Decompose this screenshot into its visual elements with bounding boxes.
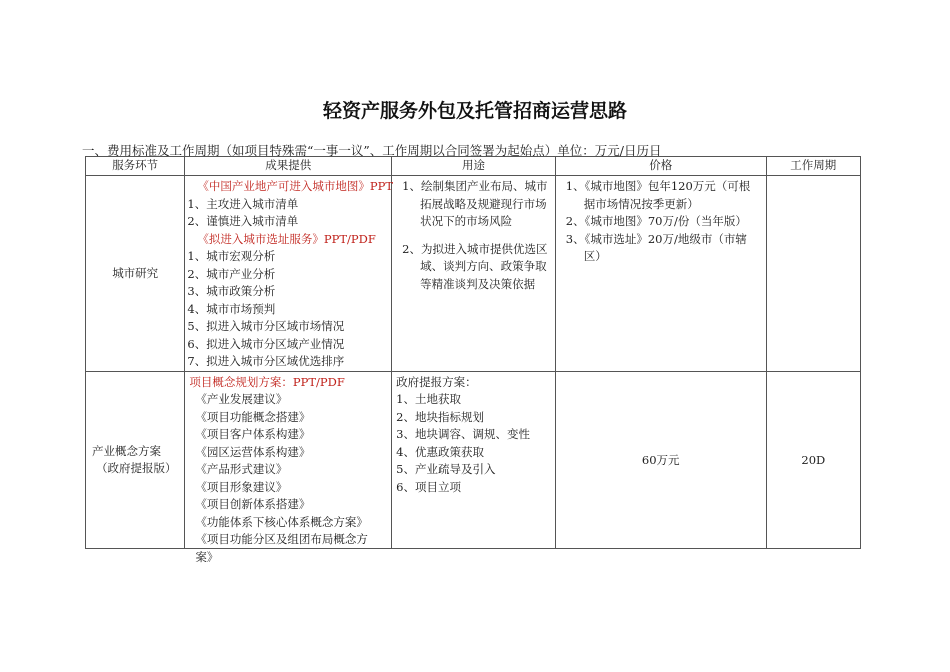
- deliverable-item: 5、拟进入城市分区域市场情况: [187, 319, 345, 333]
- deliverables-cell: [185, 176, 392, 372]
- header-work-period: 工作周期: [766, 157, 860, 176]
- period-value: 20D: [801, 452, 826, 467]
- usage-cell: [392, 176, 556, 372]
- usage-item: 6、项目立项: [396, 479, 461, 494]
- deliverable-item: 6、拟进入城市分区域产业情况: [187, 336, 345, 351]
- price-item: 1、《城市地图》包年120万元（可根据市场情况按季更新）: [565, 179, 751, 211]
- price-item: 3、《城市选址》20万/地级市（市辖区）: [565, 231, 747, 263]
- deliverable-item: 1、主攻进入城市清单: [187, 196, 299, 211]
- price-cell: [555, 176, 766, 372]
- row-category: [86, 371, 185, 548]
- document-title: 轻资产服务外包及托管招商运营思路: [322, 100, 627, 122]
- deliverable-item: 4、城市市场预判: [187, 301, 276, 316]
- usage-item: 4、优惠政策获取: [396, 444, 484, 459]
- deliverable-item: 2、谨慎进入城市清单: [187, 214, 299, 228]
- fee-table: [85, 156, 861, 564]
- header-service-stage: 服务环节: [86, 157, 185, 176]
- deliverable-item: 3、城市政策分析: [187, 284, 276, 298]
- deliverable-heading: 项目概念规划方案：PPT/PDF: [189, 374, 345, 389]
- price-item: 2、《城市地图》70万/份（当年版）: [565, 214, 747, 228]
- deliverable-item: 《功能体系下核心体系概念方案》: [195, 514, 368, 529]
- deliverable-item: 2、城市产业分析: [187, 266, 276, 281]
- header-deliverables: 成果提供: [185, 157, 392, 176]
- deliverables-cell: [185, 371, 392, 564]
- deliverable-item: 1、城市宏观分析: [187, 249, 276, 263]
- deliverable-item: 《项目客户体系构建》: [195, 427, 311, 441]
- row-category: [86, 176, 185, 372]
- period-cell: [766, 176, 860, 372]
- deliverable-item: 《产品形式建议》: [195, 462, 288, 476]
- usage-title: 政府提报方案：: [396, 374, 477, 389]
- usage-item: 2、为拟进入城市提供优选区域、谈判方向、政策争取等精准谈判及决策依据: [402, 241, 548, 291]
- deliverable-item: 《产业发展建议》: [195, 392, 288, 406]
- usage-item: 1、绘制集团产业布局、城市拓展战略及规避现行市场状况下的市场风险: [402, 179, 548, 228]
- price-cell: [555, 371, 766, 548]
- deliverable-item: 《项目功能概念搭建》: [195, 409, 311, 424]
- deliverable-item: 《项目功能分区及组团布局概念方案》: [195, 532, 368, 564]
- price-value: 60万元: [641, 452, 680, 467]
- table-row: [86, 371, 861, 548]
- usage-item: 2、地块指标规划: [396, 409, 484, 424]
- table-row: [86, 176, 861, 372]
- category-sublabel: （政府提报版）: [96, 460, 177, 475]
- header-usage: 用途: [392, 157, 556, 176]
- deliverable-item: 7、拟进入城市分区域优选排序: [187, 354, 345, 368]
- table-header-row: [86, 157, 861, 176]
- deliverable-heading: 《中国产业地产可进入城市地图》PPT: [197, 179, 394, 193]
- usage-item: 3、地块调容、调规、变性: [396, 427, 530, 441]
- usage-cell: [392, 371, 556, 548]
- period-cell: [766, 371, 860, 548]
- deliverable-heading: 《拟进入城市选址服务》PPT/PDF: [197, 231, 376, 246]
- usage-item: 5、产业疏导及引入: [396, 462, 496, 476]
- deliverable-item: 《园区运营体系构建》: [195, 444, 311, 459]
- category-label: 产业概念方案: [92, 443, 161, 458]
- header-price: 价格: [555, 157, 766, 176]
- usage-item: 1、土地获取: [396, 392, 461, 406]
- section-heading: 一、费用标准及工作周期（如项目特殊需“一事一议”、工作周期以合同签署为起始点）单位：万元/日历日: [82, 143, 662, 158]
- deliverable-item: 《项目创新体系搭建》: [195, 497, 311, 511]
- deliverable-item: 《项目形象建议》: [195, 479, 288, 494]
- category-label: 城市研究: [112, 266, 159, 281]
